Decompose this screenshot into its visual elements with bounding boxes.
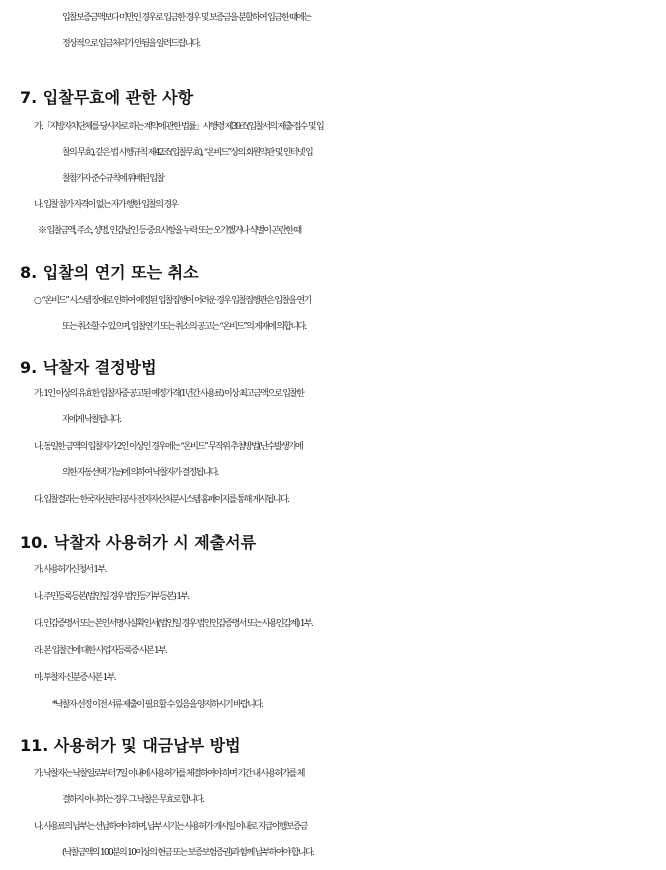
section-9-line: 다. 입찰결과는 한국자산관리공사 전자자산처분시스템 홈페이지를 통해 게시됩니다. [34, 495, 289, 505]
section-8-line: 또는 취소할 수 있으며, 입찰연기 또는 취소의 공고는 “온비드”의 게재에 의합니다. [62, 322, 306, 332]
section-7-line: 찰참가자 준수규칙에 위배된 입찰 [62, 174, 164, 184]
section-9-line: 의한 자동선택 기능)에 의하여 낙찰자가 결정됩니다. [62, 468, 218, 478]
section-8-line: ○ “온비드” 시스템 장애로 인하여 예정된 입찰집행이 어려운 경우 입찰집행관은 입찰을 연기 [34, 296, 311, 306]
section-8-title: 8. 입찰의 연기 또는 취소 [20, 263, 199, 282]
section-11-title: 11. 사용허가 및 대금납부 방법 [20, 736, 241, 755]
section-10-title: 10. 낙찰자 사용허가 시 제출서류 [20, 533, 257, 552]
section-7-line: 가.「지방자치단체를 당사자로 하는 계약에 관한 법률」시행령 제39조(입찰서의 제출·접수 및 입 [34, 122, 324, 132]
section-7-title: 7. 입찰무효에 관한 사항 [20, 88, 194, 107]
section-11-line: 가. 낙찰자는 낙찰일로부터 7일 이내에 사용허가를 체결하여야 하며 기간 내 사용허가를 체 [34, 769, 304, 779]
section-7-line: 나. 입찰 참가 자격이 없는 자가 행한 입찰의 경우 [34, 200, 178, 210]
section-9-line: 가. 1인 이상의 유효한 입찰자중 공고된 예정가격(1년간 사용료) 이상 최고금액으로 입찰한 [34, 389, 304, 399]
section-10-line: 라. 본 입찰건에 대한 사업자등록증 사본 1부. [34, 646, 167, 656]
section-10-note: *낙찰자 선정 이전 서류 제출이 필요할 수 있음을 양지하시기 바랍니다. [52, 700, 263, 710]
section-7-note: ※ 입찰금액, 주소, 성명, 인감날인 등 중요사항을 누락 또는 오기했거나 식별이 곤란한 때 [38, 226, 301, 236]
intro-line: 정상적으로 입금처리가 안됨을 알려드립니다. [62, 39, 200, 49]
section-10-line: 마. 투찰자 신분증 사본 1부. [34, 673, 115, 683]
section-9-line: 자에게 낙찰됩니다. [62, 415, 121, 425]
section-11-line: 나. 사용료의 납부는 선납하여야 하며, 납부 시기는 사용허가 개시일 이내로 지급이행보증금 [34, 822, 307, 832]
section-10-line: 다. 인감증명서 또는 본인서명사실확인서(법인일 경우 법인인감증명서 또는 사용인감계) 1부. [34, 619, 313, 629]
section-10-line: 가. 사용허가신청서 1부. [34, 565, 106, 575]
section-11-line: 결하지 아니하는 경우 그 낙찰은 무효로 합니다. [62, 795, 204, 805]
section-9-line: 나. 동일한 금액의 입찰자가 2인 이상인 경우에는 “온비드” 무작위 추첨방법(난수발생기에 [34, 442, 303, 452]
section-7-line: 찰의 무효), 같은 법 시행규칙 제42조(입찰무효), “온비드”상의 회원약관 및 인터넷 입 [62, 148, 313, 158]
section-10-line: 나. 주민등록등본(법인일 경우 법인등기부등본) 1부. [34, 592, 189, 602]
section-11-line: (낙찰금액의 100분의 10이상의 현금 또는 보증보험증권)과 함께 납부하여야 합니다. [62, 848, 314, 858]
section-9-title: 9. 낙찰자 결정방법 [20, 358, 157, 377]
intro-line: 입찰보증금액보다 미만인 경우로 입금한 경우 및 보증금을 분할하여 입금한 때에는 [62, 13, 311, 23]
